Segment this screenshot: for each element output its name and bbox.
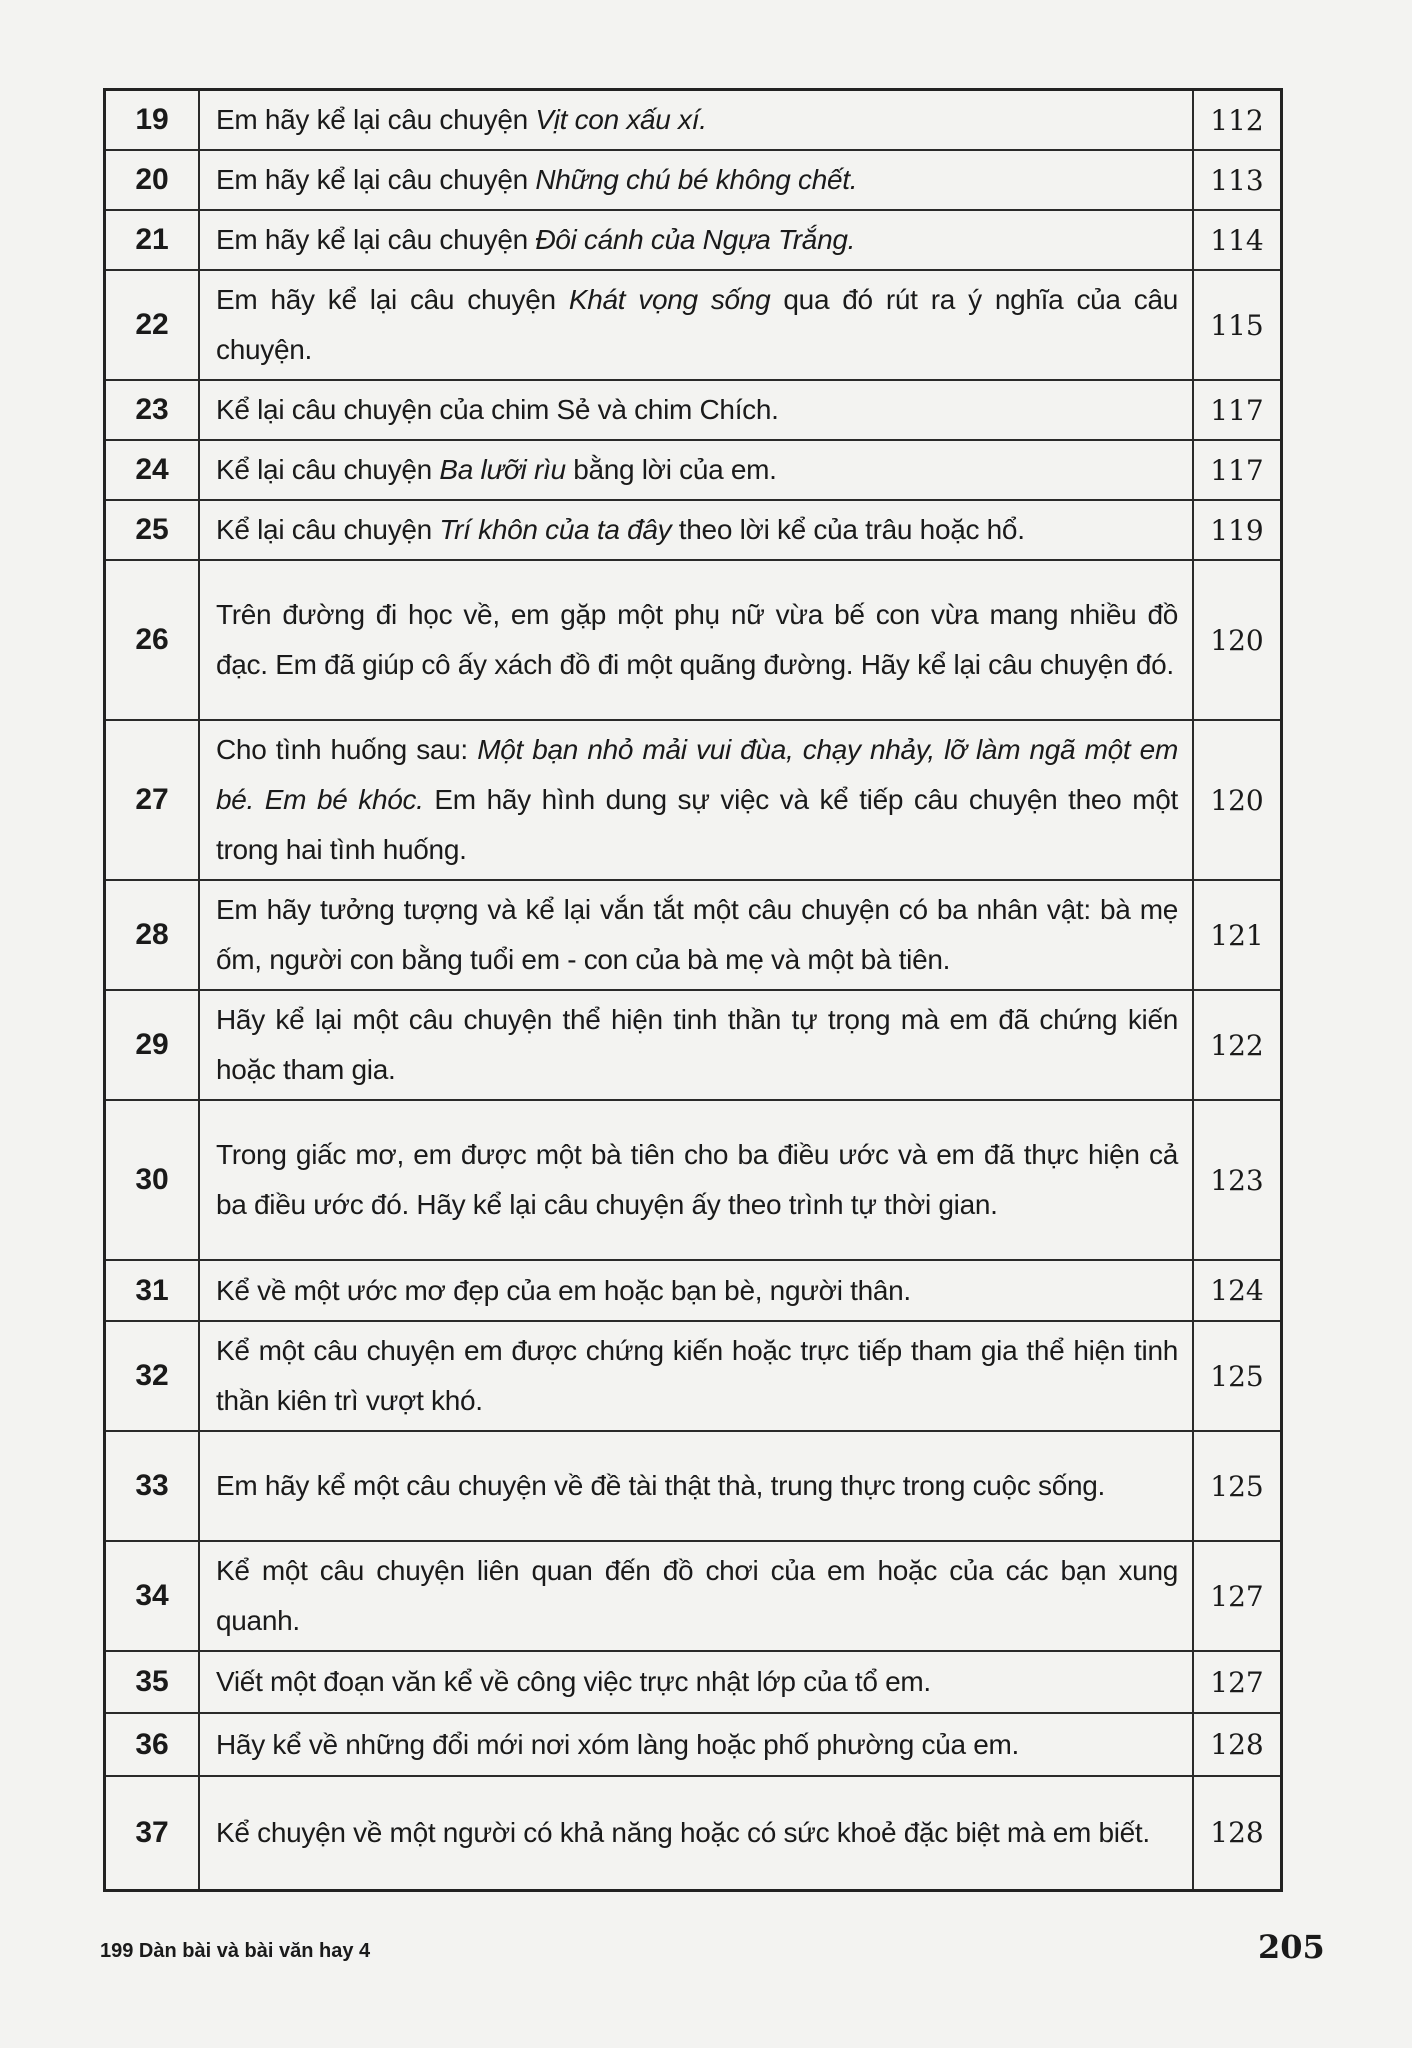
topic-number: 37 <box>105 1776 200 1890</box>
topic-text <box>199 380 1193 440</box>
topic-text-segment: Kể lại câu chuyện <box>216 514 440 545</box>
topic-text <box>199 880 1193 990</box>
topic-text-segment: Cho tình huống sau: <box>216 734 478 765</box>
topic-text <box>199 560 1193 720</box>
topic-text-segment: Hãy kể lại một câu chuyện thể hiện tinh thần tự trọng mà em đã chứng kiến hoặc tham gia. <box>216 1004 1178 1085</box>
table-row <box>105 720 1282 880</box>
topic-number: 32 <box>105 1321 200 1431</box>
page-reference: 113 <box>1193 150 1282 210</box>
topic-text-segment: Kể lại câu chuyện <box>216 454 440 485</box>
page-reference: 122 <box>1193 990 1282 1100</box>
topic-number: 24 <box>105 440 200 500</box>
topic-title-italic: Trí khôn của ta đây <box>439 514 672 545</box>
table-row <box>105 1260 1282 1321</box>
topic-number: 19 <box>105 90 200 151</box>
page-reference: 117 <box>1193 440 1282 500</box>
topic-text-segment: Kể chuyện về một người có khả năng hoặc có sức khoẻ đặc biệt mà em biết. <box>216 1816 1150 1848</box>
topic-text <box>199 440 1193 500</box>
page-reference: 121 <box>1193 880 1282 990</box>
topic-text <box>199 150 1193 210</box>
topic-number: 20 <box>105 150 200 210</box>
topic-text-segment: Em hãy kể lại câu chuyện <box>216 284 569 315</box>
page-reference: 117 <box>1193 380 1282 440</box>
topic-title-italic: Vịt con xấu xí. <box>535 104 707 135</box>
topic-text <box>199 990 1193 1100</box>
table-row <box>105 500 1282 560</box>
topic-text <box>199 1431 1193 1541</box>
table-row <box>105 1431 1282 1541</box>
topic-number: 35 <box>105 1651 200 1713</box>
page-reference: 124 <box>1193 1260 1282 1321</box>
table-row <box>105 380 1282 440</box>
contents-table-body <box>105 90 1282 1891</box>
page-reference: 128 <box>1193 1776 1282 1890</box>
table-row <box>105 1776 1282 1890</box>
topic-text <box>199 90 1193 151</box>
topic-text-segment: Viết một đoạn văn kể về công việc trực nhật lớp của tổ em. <box>216 1666 931 1697</box>
topic-text <box>199 1713 1193 1776</box>
topic-number: 23 <box>105 380 200 440</box>
table-row <box>105 440 1282 500</box>
page-reference: 120 <box>1193 560 1282 720</box>
topic-text-segment: Hãy kể về những đổi mới nơi xóm làng hoặc phố phường của em. <box>216 1728 1020 1760</box>
topic-text-segment: Kể một câu chuyện liên quan đến đồ chơi của em hoặc của các bạn xung quanh. <box>216 1555 1178 1636</box>
page-reference: 123 <box>1193 1100 1282 1260</box>
table-row <box>105 270 1282 380</box>
topic-number: 27 <box>105 720 200 880</box>
topic-title-italic: Khát vọng sống <box>568 284 771 315</box>
topic-number: 34 <box>105 1541 200 1651</box>
page-reference: 125 <box>1193 1321 1282 1431</box>
topic-title-italic: Một bạn nhỏ mải vui đùa, chạy nhảy, lỡ làm ngã một em bé. Em bé khóc. <box>216 734 1178 815</box>
topic-text-segment: Em hãy kể lại câu chuyện <box>216 224 536 255</box>
topic-number: 26 <box>105 560 200 720</box>
topic-text-segment: Em hãy kể lại câu chuyện <box>216 104 536 135</box>
topic-text <box>199 1321 1193 1431</box>
topic-number: 28 <box>105 880 200 990</box>
topic-text-segment: theo lời kể của trâu hoặc hổ. <box>671 514 1025 545</box>
topic-number: 29 <box>105 990 200 1100</box>
table-row <box>105 210 1282 270</box>
topic-text <box>199 1541 1193 1651</box>
topic-text <box>199 720 1193 880</box>
topic-number: 30 <box>105 1100 200 1260</box>
page-reference: 119 <box>1193 500 1282 560</box>
topic-text-segment: qua đó rút ra ý nghĩa của câu chuyện. <box>216 284 1178 365</box>
topic-text <box>199 210 1193 270</box>
topic-text <box>199 270 1193 380</box>
table-row <box>105 1100 1282 1260</box>
topic-text-segment: Kể về một ước mơ đẹp của em hoặc bạn bè, người thân. <box>216 1274 911 1306</box>
table-row <box>105 150 1282 210</box>
topic-text <box>199 500 1193 560</box>
table-row <box>105 1321 1282 1431</box>
topic-text-segment: Em hãy kể một câu chuyện về đề tài thật thà, trung thực trong cuộc sống. <box>216 1470 1105 1501</box>
contents-table <box>103 88 1283 1892</box>
footer-book-title: 199 Dàn bài và bài văn hay 4 <box>100 1940 371 1962</box>
topic-text-segment: bằng lời của em. <box>565 454 777 485</box>
topic-number: 21 <box>105 210 200 270</box>
page-reference: 114 <box>1193 210 1282 270</box>
table-row <box>105 990 1282 1100</box>
table-row <box>105 880 1282 990</box>
topic-text <box>199 1260 1193 1321</box>
topic-number: 25 <box>105 500 200 560</box>
page-reference: 127 <box>1193 1541 1282 1651</box>
topic-title-italic: Đôi cánh của Ngựa Trắng. <box>535 224 856 255</box>
topic-text-segment: Em hãy tưởng tượng và kể lại vắn tắt một câu chuyện có ba nhân vật: bà mẹ ốm, người con bằng tuổi em - con của bà mẹ và một bà tiên. <box>216 894 1178 975</box>
topic-number: 31 <box>105 1260 200 1321</box>
topic-text-segment: Trong giấc mơ, em được một bà tiên cho ba điều ước và em đã thực hiện cả ba điều ước đó. Hãy kể lại câu chuyện ấy theo trình tự thời gian. <box>216 1139 1178 1220</box>
page-reference: 115 <box>1193 270 1282 380</box>
topic-number: 36 <box>105 1713 200 1776</box>
topic-text-segment: Kể lại câu chuyện của chim Sẻ và chim Chích. <box>216 394 779 425</box>
table-row <box>105 90 1282 151</box>
topic-title-italic: Những chú bé không chết. <box>535 164 858 195</box>
page-reference: 112 <box>1193 90 1282 151</box>
table-row <box>105 560 1282 720</box>
topic-text-segment: Trên đường đi học về, em gặp một phụ nữ vừa bế con vừa mang nhiều đồ đạc. Em đã giúp cô ấy xách đồ đi một quãng đường. Hãy kể lại câu chuyện đó. <box>216 599 1178 680</box>
page-reference: 120 <box>1193 720 1282 880</box>
table-row <box>105 1541 1282 1651</box>
topic-number: 22 <box>105 270 200 380</box>
page-reference: 128 <box>1193 1713 1282 1776</box>
topic-text <box>199 1776 1193 1890</box>
topic-text-segment: Kể một câu chuyện em được chứng kiến hoặc trực tiếp tham gia thể hiện tinh thần kiên trì vượt khó. <box>216 1335 1178 1416</box>
topic-text <box>199 1651 1193 1713</box>
table-row <box>105 1713 1282 1776</box>
topic-title-italic: Ba lưỡi rìu <box>439 454 566 485</box>
table-row <box>105 1651 1282 1713</box>
topic-text-segment: Em hãy kể lại câu chuyện <box>216 164 536 195</box>
footer-page-number: 205 <box>1258 1928 1325 1966</box>
topic-number: 33 <box>105 1431 200 1541</box>
page-reference: 127 <box>1193 1651 1282 1713</box>
page-reference: 125 <box>1193 1431 1282 1541</box>
topic-text <box>199 1100 1193 1260</box>
topic-text-segment: Em hãy hình dung sự việc và kể tiếp câu chuyện theo một trong hai tình huống. <box>216 784 1178 865</box>
